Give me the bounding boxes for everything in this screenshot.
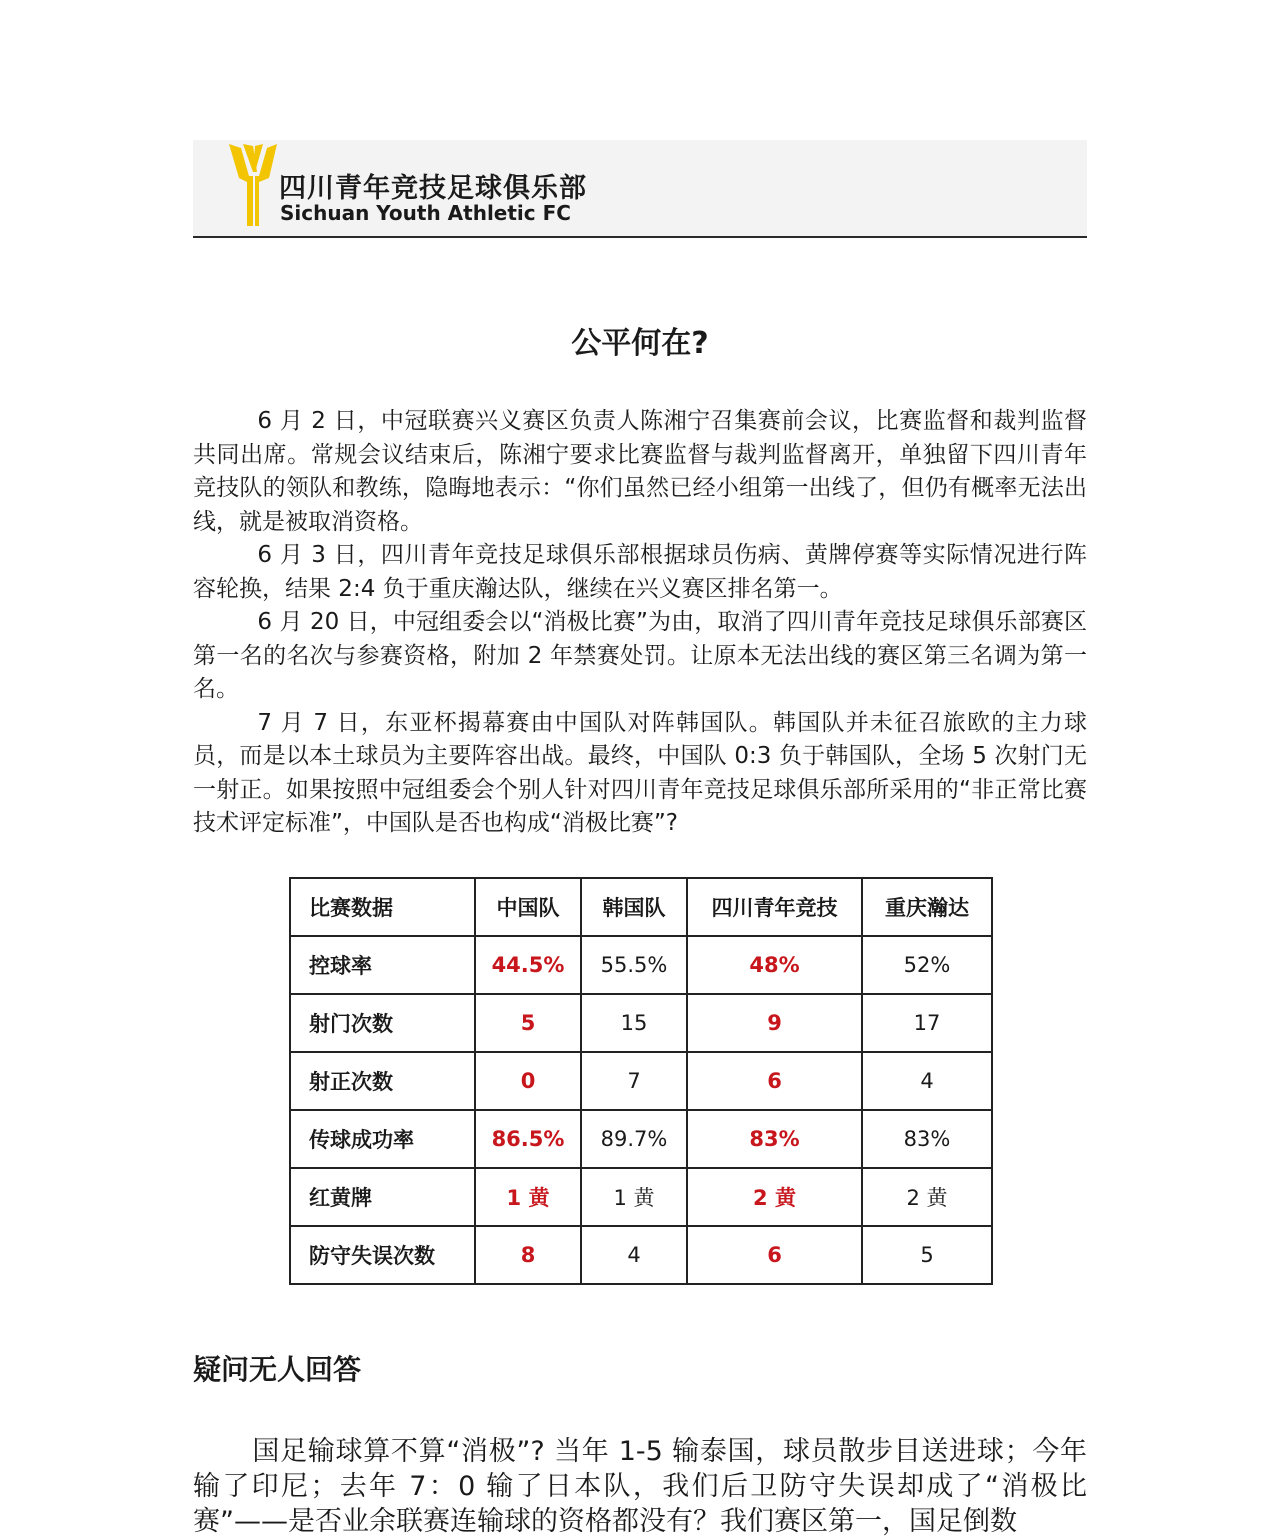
table-cell: 1 黄 <box>581 1168 687 1226</box>
table-header: 重庆瀚达 <box>862 878 992 936</box>
table-header: 比赛数据 <box>290 878 475 936</box>
row-label: 传球成功率 <box>290 1110 475 1168</box>
paragraph: 7 月 7 日，东亚杯揭幕赛由中国队对阵韩国队。韩国队并未征召旅欧的主力球员，而是以本土球员为主要阵容出战。最终，中国队 0:3 负于韩国队，全场 5 次射门无一射正。如果按照中冠组委会个别人针对四川青年竞技足球俱乐部所采用的“非正常比赛技术评定标准”，中国队是否也构成“消极比赛”? <box>193 709 1087 836</box>
table-cell: 83% <box>862 1110 992 1168</box>
table-cell: 0 <box>475 1052 581 1110</box>
table-cell: 5 <box>862 1226 992 1284</box>
table-cell: 9 <box>687 994 862 1052</box>
table-cell: 7 <box>581 1052 687 1110</box>
article-body <box>193 405 1087 841</box>
table-cell: 55.5% <box>581 936 687 994</box>
table-cell: 52% <box>862 936 992 994</box>
table-header: 韩国队 <box>581 878 687 936</box>
table-header-row <box>290 878 992 936</box>
table-row <box>290 1226 992 1284</box>
table-cell: 15 <box>581 994 687 1052</box>
table-cell: 4 <box>862 1052 992 1110</box>
table-cell: 86.5% <box>475 1110 581 1168</box>
paragraph: 6 月 2 日，中冠联赛兴义赛区负责人陈湘宁召集赛前会议，比赛监督和裁判监督共同出席。常规会议结束后，陈湘宁要求比赛监督与裁判监督离开，单独留下四川青年竞技队的领队和教练，隐晦地表示：“你们虽然已经小组第一出线了，但仍有概率无法出线，就是被取消资格。 <box>193 408 1087 535</box>
club-name-en: Sichuan Youth Athletic FC <box>280 201 571 225</box>
club-name-cn: 四川青年竞技足球俱乐部 <box>279 173 587 204</box>
table-row <box>290 936 992 994</box>
club-logo <box>227 142 279 228</box>
table-row <box>290 994 992 1052</box>
section-heading: 疑问无人回答 <box>193 1353 362 1386</box>
table-cell: 2 黄 <box>687 1168 862 1226</box>
table-row <box>290 1168 992 1226</box>
paragraph: 6 月 3 日，四川青年竞技足球俱乐部根据球员伤病、黄牌停赛等实际情况进行阵容轮换，结果 2:4 负于重庆瀚达队，继续在兴义赛区排名第一。 <box>193 542 1087 602</box>
table-cell: 1 黄 <box>475 1168 581 1226</box>
closing-text <box>193 1434 1087 1539</box>
row-label: 射正次数 <box>290 1052 475 1110</box>
table-cell: 6 <box>687 1052 862 1110</box>
table-header: 四川青年竞技 <box>687 878 862 936</box>
table-cell: 44.5% <box>475 936 581 994</box>
table-row <box>290 1110 992 1168</box>
row-label: 红黄牌 <box>290 1168 475 1226</box>
letterhead <box>193 140 1087 236</box>
row-label: 控球率 <box>290 936 475 994</box>
table-cell: 83% <box>687 1110 862 1168</box>
header-divider <box>193 236 1087 238</box>
table-row <box>290 1052 992 1110</box>
table-cell: 17 <box>862 994 992 1052</box>
table-cell: 4 <box>581 1226 687 1284</box>
table-cell: 5 <box>475 994 581 1052</box>
table-cell: 2 黄 <box>862 1168 992 1226</box>
table-cell: 6 <box>687 1226 862 1284</box>
table-header: 中国队 <box>475 878 581 936</box>
paragraph: 6 月 20 日，中冠组委会以“消极比赛”为由，取消了四川青年竞技足球俱乐部赛区第一名的名次与参赛资格，附加 2 年禁赛处罚。让原本无法出线的赛区第三名调为第一名。 <box>193 609 1087 702</box>
table-cell: 8 <box>475 1226 581 1284</box>
paragraph: 国足输球算不算“消极”? 当年 1-5 输泰国，球员散步目送进球；今年输了印尼；去年 7：0 输了日本队，我们后卫防守失误却成了“消极比赛”——是否业余联赛连输球的资格都没有？我们赛区第一，国足倒数 <box>193 1436 1087 1537</box>
table-cell: 89.7% <box>581 1110 687 1168</box>
match-stats-table <box>289 877 993 1285</box>
row-label: 防守失误次数 <box>290 1226 475 1284</box>
table-cell: 48% <box>687 936 862 994</box>
row-label: 射门次数 <box>290 994 475 1052</box>
page-title: 公平何在? <box>571 326 709 361</box>
